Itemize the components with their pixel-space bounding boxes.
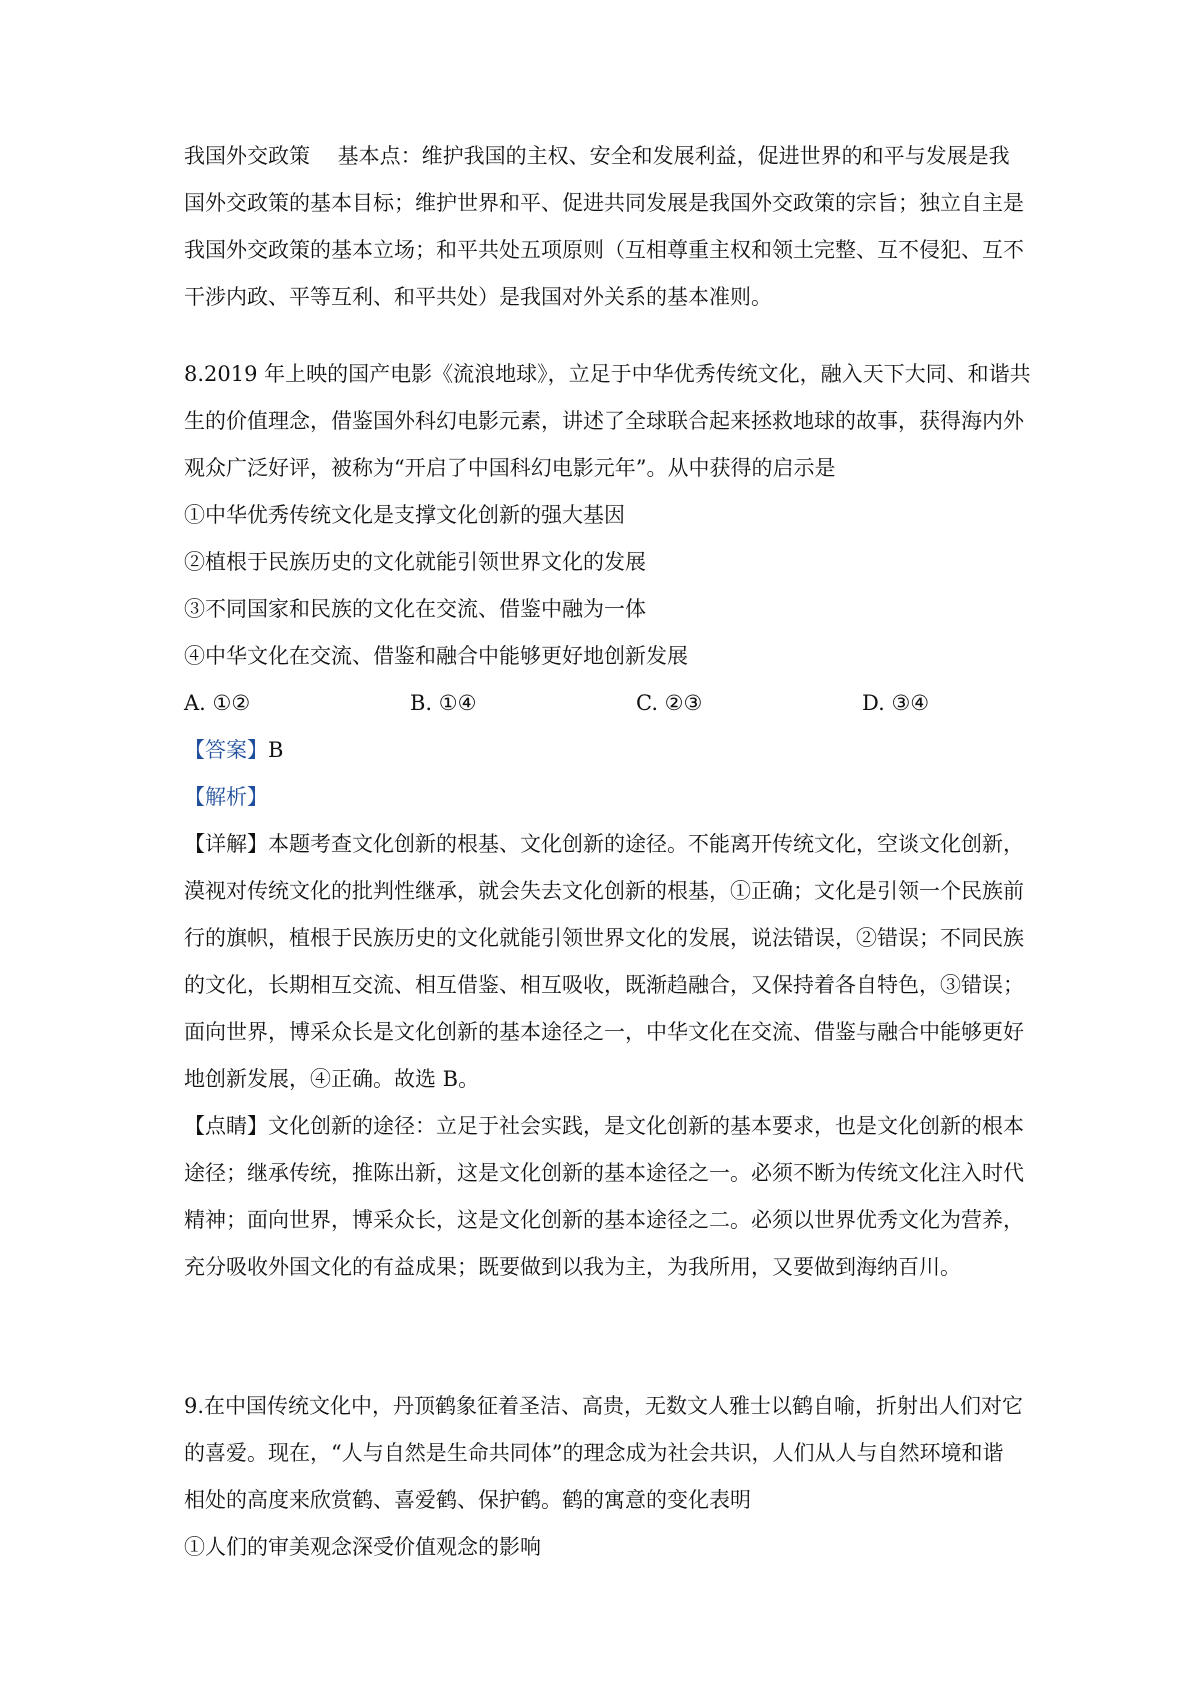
detail-text: 本题考查文化创新的根基、文化创新的途径。不能离开传统文化，空谈文化创新，: [268, 832, 1024, 856]
tip-line: 充分吸收外国文化的有益成果；既要做到以我为主，为我所用，又要做到海纳百川。: [184, 1255, 961, 1279]
question-stem-line: 的喜爱。现在，“人与自然是生命共同体”的理念成为社会共识，人们从人与自然环境和谐: [184, 1441, 1004, 1465]
statement-item: ③不同国家和民族的文化在交流、借鉴中融为一体: [184, 597, 646, 621]
analysis-heading: [184, 774, 1034, 821]
detail-tag: 【详解】: [184, 832, 268, 856]
question-stem-line: 相处的高度来欣赏鹤、喜爱鹤、保护鹤。鹤的寓意的变化表明: [184, 1488, 751, 1512]
answer-tag: 【答案】: [184, 738, 268, 762]
text-line: 我国外交政策 基本点：维护我国的主权、安全和发展利益，促进世界的和平与发展是我: [184, 144, 1010, 168]
detail-line: 面向世界，博采众长是文化创新的基本途径之一，中华文化在交流、借鉴与融合中能够更好: [184, 1020, 1024, 1044]
statement-item: ②植根于民族历史的文化就能引领世界文化的发展: [184, 550, 646, 574]
tip-text: 文化创新的途径：立足于社会实践，是文化创新的基本要求，也是文化创新的根本: [268, 1114, 1024, 1138]
intro-paragraph: [184, 133, 1034, 321]
statement-item: ①人们的审美观念深受价值观念的影响: [184, 1535, 541, 1559]
option-c: C. ②③: [636, 691, 703, 715]
tip-line: [184, 1103, 1034, 1150]
detail-line: [184, 821, 1034, 868]
statement-item: ①中华优秀传统文化是支撑文化创新的强大基因: [184, 503, 625, 527]
question-9: [184, 1383, 1034, 1571]
analysis-tag: 【解析】: [184, 785, 268, 809]
text-line: 干涉内政、平等互利、和平共处）是我国对外关系的基本准则。: [184, 285, 772, 309]
option-d: D. ③④: [862, 691, 930, 715]
question-8: [184, 351, 1034, 1291]
tip-line: 精神；面向世界，博采众长，这是文化创新的基本途径之二。必须以世界优秀文化为营养，: [184, 1208, 1024, 1232]
answer-line: [184, 727, 1034, 774]
detail-line: 地创新发展，④正确。故选 B。: [184, 1067, 480, 1091]
question-stem-line: 生的价值理念，借鉴国外科幻电影元素，讲述了全球联合起来拯救地球的故事，获得海内外: [184, 409, 1024, 433]
text-line: 国外交政策的基本目标；维护世界和平、促进共同发展是我国外交政策的宗旨；独立自主是: [184, 191, 1024, 215]
question-stem-line: 观众广泛好评，被称为“开启了中国科幻电影元年”。从中获得的启示是: [184, 456, 836, 480]
tip-tag: 【点睛】: [184, 1114, 268, 1138]
question-stem-line: 9.在中国传统文化中，丹顶鹤象征着圣洁、高贵，无数文人雅士以鹤自喻，折射出人们对它: [184, 1394, 1024, 1418]
question-stem-line: 8.2019 年上映的国产电影《流浪地球》，立足于中华优秀传统文化，融入天下大同、和谐共: [184, 362, 1031, 386]
detail-line: 漠视对传统文化的批判性继承，就会失去文化创新的根基，①正确；文化是引领一个民族前: [184, 879, 1024, 903]
statement-item: ④中华文化在交流、借鉴和融合中能够更好地创新发展: [184, 644, 688, 668]
detail-line: 的文化，长期相互交流、相互借鉴、相互吸收，既渐趋融合，又保持着各自特色，③错误；: [184, 973, 1024, 997]
answer-options: [184, 680, 1034, 727]
tip-line: 途径；继承传统，推陈出新，这是文化创新的基本途径之一。必须不断为传统文化注入时代: [184, 1161, 1024, 1185]
option-b: B. ①④: [410, 691, 477, 715]
option-a: A. ①②: [184, 691, 251, 715]
text-line: 我国外交政策的基本立场；和平共处五项原则（互相尊重主权和领土完整、互不侵犯、互不: [184, 238, 1024, 262]
detail-line: 行的旗帜，植根于民族历史的文化就能引领世界文化的发展，说法错误，②错误；不同民族: [184, 926, 1024, 950]
answer-value: B: [268, 738, 284, 762]
